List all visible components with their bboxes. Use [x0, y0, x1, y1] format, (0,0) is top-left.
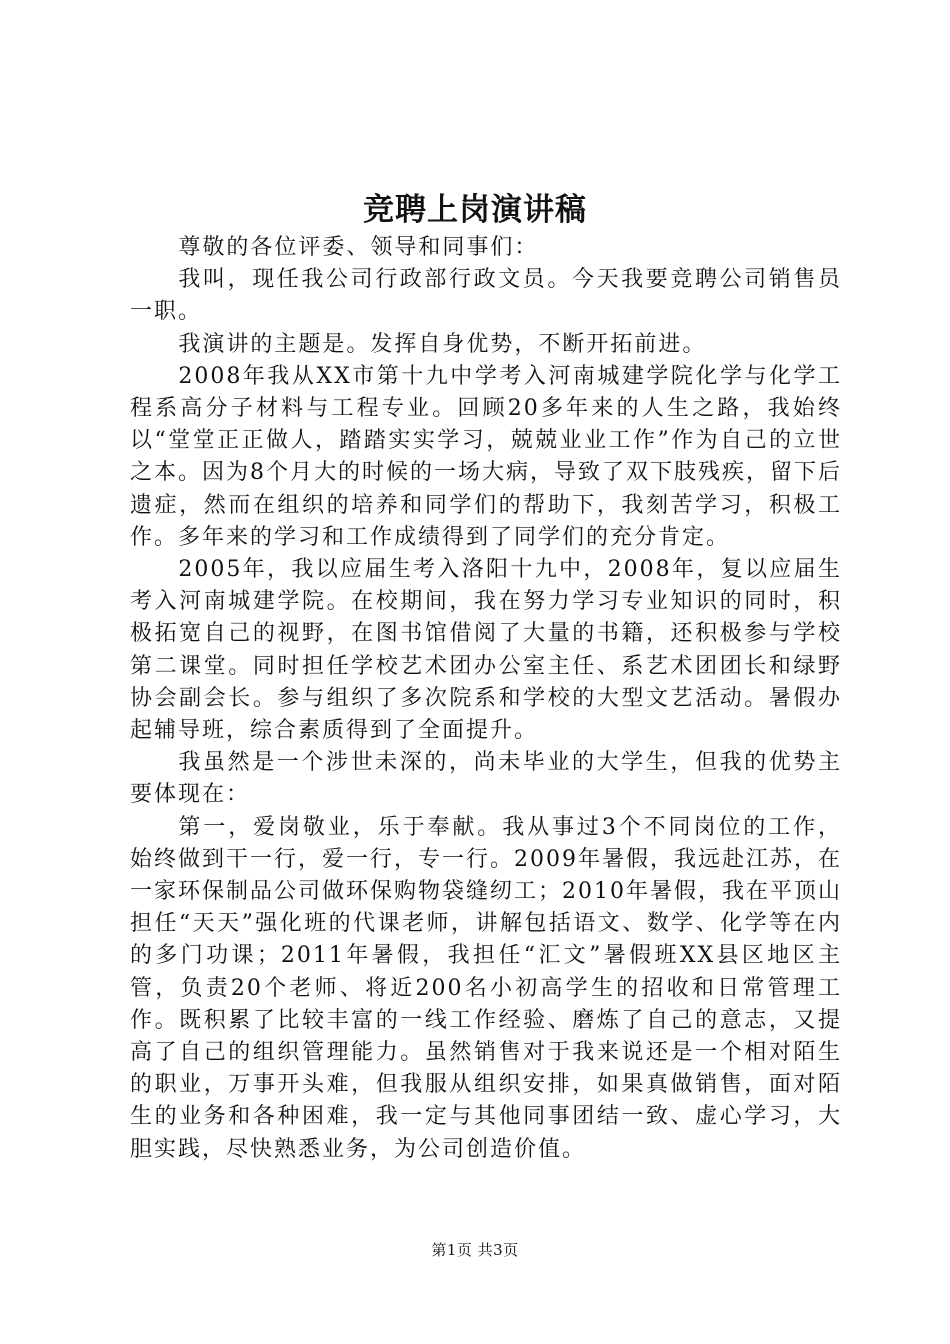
body-paragraph: 2005年，我以应届生考入洛阳十九中，2008年，复以应届生考入河南城建学院。在校期间，我在努力学习专业知识的同时，积极拓宽自己的视野，在图书馆借阅了大量的书籍，还积极参与学校第二课堂。同时担任学校艺术团办公室主任、系艺术团团长和绿野协会副会长。参与组织了多次院系和学校的大型文艺活动。暑假办起辅导班，综合素质得到了全面提升。: [130, 557, 842, 744]
document-body: [130, 232, 842, 1166]
body-paragraph: 2008年我从XX市第十九中学考入河南城建学院化学与化学工程系高分子材料与工程专业。回顾20多年来的人生之路，我始终以“堂堂正正做人，踏踏实实学习，兢兢业业工作”作为自己的立世之本。因为8个月大的时候的一场大病，导致了双下肢残疾，留下后遗症，然而在组织的培养和同学们的帮助下，我刻苦学习，积极工作。多年来的学习和工作成绩得到了同学们的充分肯定。: [130, 363, 842, 550]
body-paragraph: 我演讲的主题是。发挥自身优势，不断开拓前进。: [178, 331, 707, 357]
page-number-footer: 第1页 共3页: [431, 1241, 519, 1259]
salutation-paragraph: 尊敬的各位评委、领导和同事们：: [178, 235, 539, 260]
body-paragraph: 我虽然是一个涉世未深的，尚未毕业的大学生，但我的优势主要体现在：: [130, 750, 842, 808]
body-paragraph: 我叫，现任我公司行政部行政文员。今天我要竞聘公司销售员一职。: [130, 267, 842, 325]
body-paragraph: 第一，爱岗敬业，乐于奉献。我从事过3个不同岗位的工作，始终做到干一行，爱一行，专一行。2009年暑假，我远赴江苏，在一家环保制品公司做环保购物袋缝纫工；2010年暑假，我在平顶山担任“天天”强化班的代课老师，讲解包括语文、数学、化学等在内的多门功课；2011年暑假，我担任“汇文”暑假班XX县区地区主管，负责20个老师、将近200名小初高学生的招收和日常管理工作。既积累了比较丰富的一线工作经验、磨炼了自己的意志，又提高了自己的组织管理能力。虽然销售对于我来说还是一个相对陌生的职业，万事开头难，但我服从组织安排，如果真做销售，面对陌生的业务和各种困难，我一定与其他同事团结一致、虚心学习，大胆实践，尽快熟悉业务，为公司创造价值。: [130, 814, 842, 1162]
document-title: 竞聘上岗演讲稿: [363, 192, 587, 228]
